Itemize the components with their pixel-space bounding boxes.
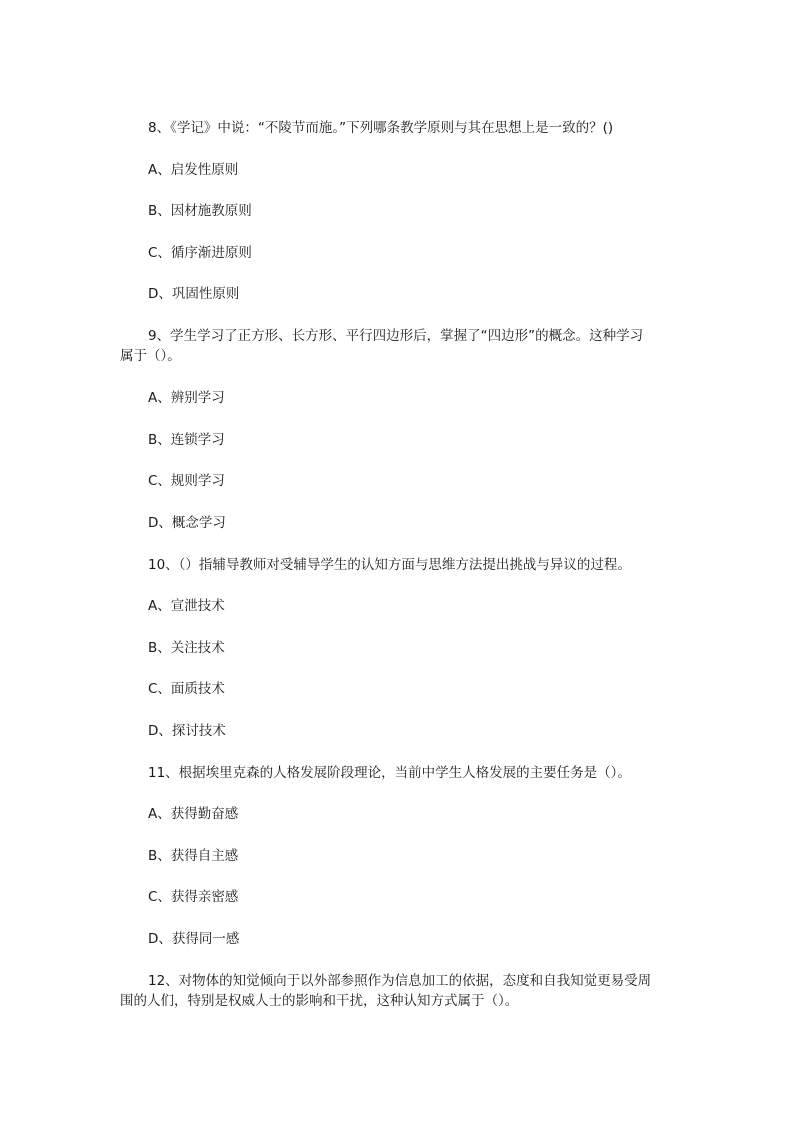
question-8-option-c: C、循序渐进原则	[148, 245, 252, 261]
question-11-stem: 11、根据埃里克森的人格发展阶段理论，当前中学生人格发展的主要任务是（）。	[148, 765, 631, 781]
question-9-option-c: C、规则学习	[148, 473, 225, 489]
question-8-option-d: D、巩固性原则	[148, 286, 240, 302]
question-8-stem: 8、《学记》中说：“不陵节而施。”下列哪条教学原则与其在思想上是一致的？()	[148, 120, 614, 136]
question-10-option-d: D、探讨技术	[148, 723, 226, 739]
question-9-option-d: D、概念学习	[148, 515, 226, 531]
question-11-option-a: A、获得勤奋感	[148, 806, 239, 822]
question-9-option-a: A、辨别学习	[148, 390, 225, 406]
question-8-option-b: B、因材施教原则	[148, 203, 252, 219]
question-11-option-d: D、获得同一感	[148, 931, 240, 947]
question-10-stem: 10、（）指辅导教师对受辅导学生的认知方面与思维方法提出挑战与异议的过程。	[148, 557, 631, 573]
question-10-option-b: B、关注技术	[148, 640, 225, 656]
question-8-option-a: A、启发性原则	[148, 162, 239, 178]
question-9-stem-line-2: 属于（）。	[120, 348, 181, 364]
question-12-stem-line-1: 12、对物体的知觉倾向于以外部参照作为信息加工的依据，态度和自我知觉更易受周	[148, 973, 652, 989]
question-9-stem-line-1: 9、学生学习了正方形、长方形、平行四边形后，掌握了“四边形”的概念。这种学习	[148, 328, 644, 344]
question-9-option-b: B、连锁学习	[148, 432, 225, 448]
question-11-option-b: B、获得自主感	[148, 848, 239, 864]
question-10-option-c: C、面质技术	[148, 681, 225, 697]
question-12-stem-line-2: 围的人们，特别是权威人士的影响和干扰，这种认知方式属于（）。	[120, 993, 519, 1009]
question-11-option-c: C、获得亲密感	[148, 889, 239, 905]
question-10-option-a: A、宣泄技术	[148, 598, 225, 614]
